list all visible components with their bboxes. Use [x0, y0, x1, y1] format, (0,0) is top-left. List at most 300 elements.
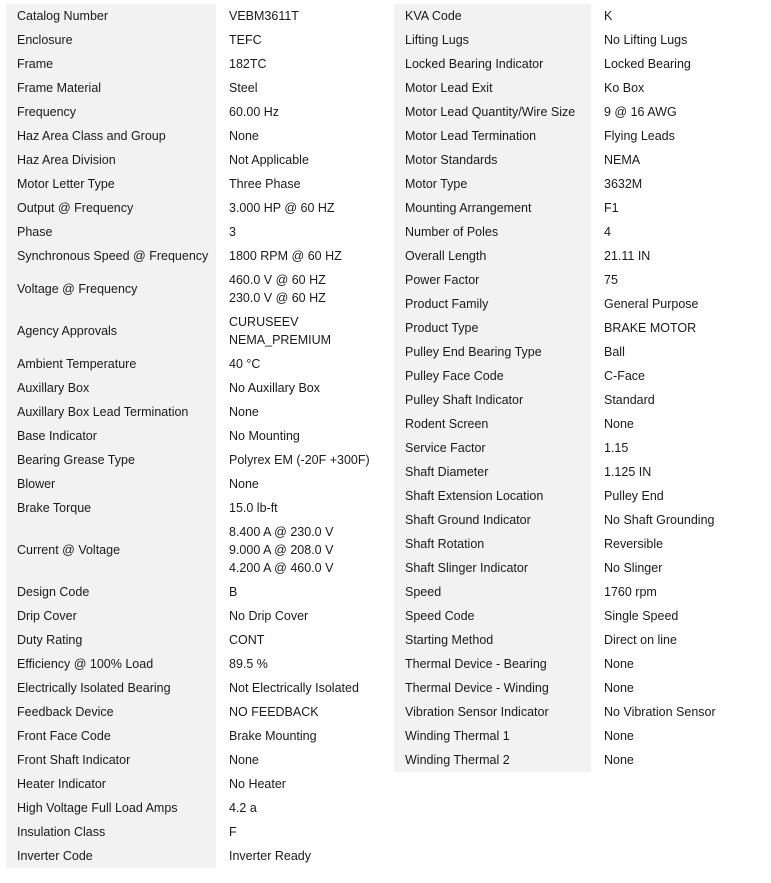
spec-value: NEMA_PREMIUM — [229, 333, 332, 348]
spec-label-cell — [6, 604, 218, 628]
spec-value: Direct on line — [604, 633, 677, 648]
spec-value-cell — [218, 424, 382, 448]
spec-value-cell — [593, 100, 766, 124]
spec-row-electrically-isolated-bearing — [6, 676, 382, 700]
spec-label-cell — [394, 652, 593, 676]
right-spec-column — [394, 4, 766, 772]
spec-label-cell — [394, 388, 593, 412]
spec-value: 8.400 A @ 230.0 V — [229, 525, 334, 540]
spec-row-pulley-shaft-indicator — [394, 388, 766, 412]
spec-label-cell — [394, 124, 593, 148]
spec-label-cell — [394, 76, 593, 100]
spec-row-synchronous-speed-frequency — [6, 244, 382, 268]
spec-label-cell — [394, 436, 593, 460]
spec-label: Frequency — [17, 105, 77, 119]
spec-label-cell — [6, 844, 218, 868]
spec-label: Enclosure — [17, 33, 73, 47]
spec-row-shaft-slinger-indicator — [394, 556, 766, 580]
spec-label-cell — [6, 700, 218, 724]
spec-label-cell — [6, 520, 218, 580]
spec-value-cell — [593, 124, 766, 148]
spec-label-cell — [6, 4, 218, 28]
spec-label-cell — [6, 376, 218, 400]
spec-value: No Mounting — [229, 429, 300, 444]
spec-value: C-Face — [604, 369, 645, 384]
spec-label-cell — [394, 220, 593, 244]
spec-row-duty-rating — [6, 628, 382, 652]
spec-value: None — [604, 417, 634, 432]
spec-value-cell — [593, 28, 766, 52]
spec-value: No Auxillary Box — [229, 381, 321, 396]
spec-value: NEMA — [604, 153, 641, 168]
spec-value-cell — [218, 310, 382, 352]
spec-value: 40 °C — [229, 357, 261, 372]
spec-value-cell — [593, 52, 766, 76]
spec-label: Shaft Extension Location — [405, 489, 544, 503]
spec-label: Ambient Temperature — [17, 357, 137, 371]
spec-label-cell — [394, 172, 593, 196]
spec-row-bearing-grease-type — [6, 448, 382, 472]
spec-label-cell — [394, 628, 593, 652]
spec-row-voltage-frequency — [6, 268, 382, 310]
spec-label: Current @ Voltage — [17, 543, 121, 557]
spec-value-cell — [593, 388, 766, 412]
spec-value: 15.0 lb-ft — [229, 501, 278, 516]
spec-value-cell — [218, 4, 382, 28]
spec-label-cell — [394, 244, 593, 268]
spec-value: 4.2 a — [229, 801, 257, 816]
spec-value: Flying Leads — [604, 129, 675, 144]
spec-value-cell — [218, 772, 382, 796]
spec-label-cell — [6, 676, 218, 700]
spec-label-cell — [6, 172, 218, 196]
spec-value-cell — [593, 652, 766, 676]
spec-label: Drip Cover — [17, 609, 77, 623]
spec-value-cell — [593, 244, 766, 268]
spec-label-cell — [6, 124, 218, 148]
spec-row-ambient-temperature — [6, 352, 382, 376]
spec-value-cell — [593, 580, 766, 604]
spec-value: 89.5 % — [229, 657, 268, 672]
spec-value-cell — [593, 556, 766, 580]
spec-value: CURUSEEV — [229, 315, 299, 330]
spec-label: Agency Approvals — [17, 324, 118, 338]
spec-label-cell — [394, 676, 593, 700]
spec-label: Product Type — [405, 321, 479, 335]
spec-label: Haz Area Class and Group — [17, 129, 166, 143]
spec-value-cell — [218, 676, 382, 700]
spec-row-thermal-device-winding — [394, 676, 766, 700]
spec-row-service-factor — [394, 436, 766, 460]
spec-value-cell — [218, 352, 382, 376]
spec-label: Motor Lead Termination — [405, 129, 537, 143]
spec-value-cell — [218, 124, 382, 148]
spec-value: Locked Bearing — [604, 57, 691, 72]
spec-value-cell — [593, 196, 766, 220]
spec-row-pulley-face-code — [394, 364, 766, 388]
spec-label: Power Factor — [405, 273, 480, 287]
spec-label: Lifting Lugs — [405, 33, 469, 47]
spec-value-cell — [593, 220, 766, 244]
spec-label-cell — [394, 4, 593, 28]
spec-row-catalog-number — [6, 4, 382, 28]
spec-value: NO FEEDBACK — [229, 705, 319, 720]
spec-label-cell — [394, 724, 593, 748]
spec-value-cell — [593, 700, 766, 724]
spec-value: Standard — [604, 393, 655, 408]
spec-value: CONT — [229, 633, 265, 648]
spec-value-cell — [593, 148, 766, 172]
spec-row-haz-area-class-and-group — [6, 124, 382, 148]
spec-label-cell — [394, 580, 593, 604]
spec-value: None — [604, 753, 634, 768]
spec-row-product-type — [394, 316, 766, 340]
spec-row-motor-lead-quantity-wire-size — [394, 100, 766, 124]
spec-row-output-frequency — [6, 196, 382, 220]
spec-row-auxillary-box-lead-termination — [6, 400, 382, 424]
spec-value-cell — [593, 676, 766, 700]
spec-row-power-factor — [394, 268, 766, 292]
spec-value: Three Phase — [229, 177, 301, 192]
spec-value: 230.0 V @ 60 HZ — [229, 291, 326, 306]
spec-row-locked-bearing-indicator — [394, 52, 766, 76]
spec-value-cell — [593, 460, 766, 484]
spec-label: High Voltage Full Load Amps — [17, 801, 178, 815]
spec-value: 182TC — [229, 57, 267, 72]
spec-value-cell — [218, 52, 382, 76]
spec-value-cell — [218, 604, 382, 628]
spec-label: Vibration Sensor Indicator — [405, 705, 549, 719]
spec-label: Feedback Device — [17, 705, 114, 719]
spec-label-cell — [6, 28, 218, 52]
spec-label: Blower — [17, 477, 56, 491]
spec-value-cell — [218, 796, 382, 820]
spec-value-cell — [218, 244, 382, 268]
spec-value-cell — [593, 724, 766, 748]
spec-value: 3.000 HP @ 60 HZ — [229, 201, 335, 216]
spec-label-cell — [394, 412, 593, 436]
spec-label: Motor Standards — [405, 153, 498, 167]
spec-value: Not Electrically Isolated — [229, 681, 359, 696]
spec-value-cell — [593, 292, 766, 316]
spec-value-cell — [218, 196, 382, 220]
spec-value: Single Speed — [604, 609, 679, 624]
spec-label-cell — [6, 196, 218, 220]
spec-label: Duty Rating — [17, 633, 83, 647]
spec-label-cell — [6, 580, 218, 604]
spec-row-frame-material — [6, 76, 382, 100]
spec-value: 1.125 IN — [604, 465, 652, 480]
spec-row-rodent-screen — [394, 412, 766, 436]
spec-value: Ball — [604, 345, 625, 360]
spec-value-cell — [218, 472, 382, 496]
spec-row-motor-lead-termination — [394, 124, 766, 148]
spec-label: Pulley Face Code — [405, 369, 504, 383]
spec-value-cell — [593, 532, 766, 556]
spec-value: 4 — [604, 225, 611, 240]
spec-label: Insulation Class — [17, 825, 106, 839]
spec-label: Auxillary Box — [17, 381, 90, 395]
spec-row-feedback-device — [6, 700, 382, 724]
spec-row-thermal-device-bearing — [394, 652, 766, 676]
spec-value-cell — [593, 628, 766, 652]
spec-value-cell — [593, 76, 766, 100]
spec-row-speed-code — [394, 604, 766, 628]
spec-row-mounting-arrangement — [394, 196, 766, 220]
spec-value: 4.200 A @ 460.0 V — [229, 561, 334, 576]
spec-value-cell — [218, 28, 382, 52]
spec-row-auxillary-box — [6, 376, 382, 400]
spec-label: Frame Material — [17, 81, 102, 95]
spec-row-inverter-code — [6, 844, 382, 868]
spec-label-cell — [6, 748, 218, 772]
spec-row-shaft-extension-location — [394, 484, 766, 508]
spec-row-motor-standards — [394, 148, 766, 172]
spec-label-cell — [394, 148, 593, 172]
spec-label-cell — [394, 556, 593, 580]
spec-value-cell — [218, 700, 382, 724]
spec-value: 9.000 A @ 208.0 V — [229, 543, 334, 558]
spec-value-cell — [593, 340, 766, 364]
spec-label-cell — [394, 508, 593, 532]
spec-value: Inverter Ready — [229, 849, 311, 864]
spec-label-cell — [6, 148, 218, 172]
spec-row-brake-torque — [6, 496, 382, 520]
spec-label-cell — [394, 292, 593, 316]
spec-label: Product Family — [405, 297, 489, 311]
spec-label-cell — [394, 604, 593, 628]
spec-label: Heater Indicator — [17, 777, 106, 791]
spec-label-cell — [6, 76, 218, 100]
spec-row-haz-area-division — [6, 148, 382, 172]
spec-label: Speed Code — [405, 609, 475, 623]
spec-value-cell — [218, 376, 382, 400]
spec-value: 460.0 V @ 60 HZ — [229, 273, 326, 288]
spec-row-efficiency-100-load — [6, 652, 382, 676]
spec-label: Thermal Device - Bearing — [405, 657, 547, 671]
spec-label: Base Indicator — [17, 429, 97, 443]
spec-label-cell — [394, 316, 593, 340]
spec-label: Front Shaft Indicator — [17, 753, 131, 767]
spec-label: Shaft Slinger Indicator — [405, 561, 528, 575]
spec-label-cell — [6, 352, 218, 376]
spec-row-insulation-class — [6, 820, 382, 844]
spec-value-cell — [218, 76, 382, 100]
spec-label: Design Code — [17, 585, 90, 599]
spec-label: Shaft Diameter — [405, 465, 489, 479]
spec-label-cell — [394, 484, 593, 508]
spec-label: Motor Letter Type — [17, 177, 115, 191]
spec-label-cell — [6, 724, 218, 748]
spec-value: 3632M — [604, 177, 643, 192]
spec-value-cell — [218, 220, 382, 244]
spec-label: Overall Length — [405, 249, 487, 263]
spec-row-frequency — [6, 100, 382, 124]
spec-value-cell — [218, 820, 382, 844]
spec-row-winding-thermal-2 — [394, 748, 766, 772]
spec-row-starting-method — [394, 628, 766, 652]
spec-value-cell — [593, 412, 766, 436]
spec-label: Motor Type — [405, 177, 468, 191]
spec-value-cell — [218, 628, 382, 652]
spec-value-cell — [593, 172, 766, 196]
spec-row-front-shaft-indicator — [6, 748, 382, 772]
spec-value-cell — [593, 748, 766, 772]
spec-row-speed — [394, 580, 766, 604]
spec-row-shaft-rotation — [394, 532, 766, 556]
spec-label: Winding Thermal 2 — [405, 753, 510, 767]
spec-value-cell — [593, 436, 766, 460]
spec-row-heater-indicator — [6, 772, 382, 796]
spec-value: Steel — [229, 81, 258, 96]
spec-label-cell — [6, 472, 218, 496]
spec-row-vibration-sensor-indicator — [394, 700, 766, 724]
spec-row-shaft-diameter — [394, 460, 766, 484]
spec-label: Locked Bearing Indicator — [405, 57, 544, 71]
spec-value: None — [229, 753, 259, 768]
spec-row-number-of-poles — [394, 220, 766, 244]
spec-value-cell — [218, 496, 382, 520]
spec-label-cell — [394, 196, 593, 220]
spec-row-enclosure — [6, 28, 382, 52]
spec-row-phase — [6, 220, 382, 244]
spec-value-cell — [218, 400, 382, 424]
spec-value: 1760 rpm — [604, 585, 657, 600]
spec-value-cell — [593, 268, 766, 292]
spec-value: Reversible — [604, 537, 664, 552]
spec-row-shaft-ground-indicator — [394, 508, 766, 532]
spec-value-cell — [593, 364, 766, 388]
spec-value: General Purpose — [604, 297, 699, 312]
spec-row-lifting-lugs — [394, 28, 766, 52]
spec-value: 60.00 Hz — [229, 105, 280, 120]
spec-value-cell — [218, 652, 382, 676]
spec-value: None — [229, 477, 259, 492]
spec-row-motor-type — [394, 172, 766, 196]
spec-row-frame — [6, 52, 382, 76]
spec-value: 9 @ 16 AWG — [604, 105, 677, 120]
spec-value: No Lifting Lugs — [604, 33, 688, 48]
spec-label-cell — [6, 820, 218, 844]
left-spec-column — [6, 4, 382, 868]
spec-value: No Slinger — [604, 561, 663, 576]
spec-label: Thermal Device - Winding — [405, 681, 549, 695]
spec-row-high-voltage-full-load-amps — [6, 796, 382, 820]
spec-label-cell — [6, 400, 218, 424]
spec-label: Haz Area Division — [17, 153, 116, 167]
spec-value: 75 — [604, 273, 618, 288]
spec-row-overall-length — [394, 244, 766, 268]
spec-label: Shaft Rotation — [405, 537, 485, 551]
spec-value: K — [604, 9, 613, 24]
spec-label: Phase — [17, 225, 53, 239]
spec-value: 1800 RPM @ 60 HZ — [229, 249, 342, 264]
spec-label-cell — [6, 268, 218, 310]
spec-value-cell — [218, 148, 382, 172]
spec-label: Inverter Code — [17, 849, 93, 863]
spec-value: No Vibration Sensor — [604, 705, 716, 720]
spec-label-cell — [394, 460, 593, 484]
spec-label: Winding Thermal 1 — [405, 729, 510, 743]
spec-label: Bearing Grease Type — [17, 453, 135, 467]
spec-label-cell — [394, 28, 593, 52]
spec-value-cell — [218, 724, 382, 748]
spec-label: Synchronous Speed @ Frequency — [17, 249, 209, 263]
spec-label-cell — [6, 496, 218, 520]
spec-label-cell — [394, 364, 593, 388]
spec-value-cell — [218, 748, 382, 772]
spec-value: None — [229, 405, 259, 420]
spec-label-cell — [6, 310, 218, 352]
spec-value: 3 — [229, 225, 236, 240]
spec-value: None — [604, 681, 634, 696]
spec-label: Pulley Shaft Indicator — [405, 393, 524, 407]
spec-value-cell — [593, 4, 766, 28]
spec-value-cell — [593, 316, 766, 340]
spec-value: F — [229, 825, 237, 840]
spec-label-cell — [6, 424, 218, 448]
spec-label-cell — [6, 220, 218, 244]
spec-label-cell — [394, 52, 593, 76]
spec-value: No Drip Cover — [229, 609, 309, 624]
spec-label: Efficiency @ 100% Load — [17, 657, 154, 671]
spec-row-kva-code — [394, 4, 766, 28]
spec-value-cell — [218, 100, 382, 124]
spec-value: TEFC — [229, 33, 262, 48]
spec-label: Starting Method — [405, 633, 494, 647]
spec-row-drip-cover — [6, 604, 382, 628]
spec-label: Motor Lead Exit — [405, 81, 493, 95]
spec-row-base-indicator — [6, 424, 382, 448]
spec-row-pulley-end-bearing-type — [394, 340, 766, 364]
spec-value-cell — [218, 520, 382, 580]
spec-value: None — [229, 129, 259, 144]
spec-row-winding-thermal-1 — [394, 724, 766, 748]
spec-value-cell — [218, 268, 382, 310]
spec-row-agency-approvals — [6, 310, 382, 352]
spec-value-cell — [593, 604, 766, 628]
spec-label-cell — [394, 532, 593, 556]
spec-label-cell — [6, 244, 218, 268]
spec-label: Rodent Screen — [405, 417, 489, 431]
spec-label-cell — [394, 340, 593, 364]
spec-value: Ko Box — [604, 81, 645, 96]
spec-value: VEBM3611T — [229, 9, 299, 24]
spec-label: Auxillary Box Lead Termination — [17, 405, 189, 419]
spec-value-cell — [593, 508, 766, 532]
spec-value-cell — [218, 448, 382, 472]
spec-label: Electrically Isolated Bearing — [17, 681, 171, 695]
spec-label: Front Face Code — [17, 729, 111, 743]
spec-row-current-voltage — [6, 520, 382, 580]
spec-label-cell — [6, 100, 218, 124]
spec-value: 1.15 — [604, 441, 629, 456]
spec-label-cell — [6, 652, 218, 676]
spec-value: No Heater — [229, 777, 286, 792]
spec-value: B — [229, 585, 238, 600]
spec-value-cell — [218, 580, 382, 604]
spec-row-front-face-code — [6, 724, 382, 748]
spec-label: Brake Torque — [17, 501, 92, 515]
spec-value-cell — [593, 484, 766, 508]
spec-label: Voltage @ Frequency — [17, 282, 138, 296]
spec-label: KVA Code — [405, 9, 462, 23]
spec-label: Frame — [17, 57, 54, 71]
spec-label: Service Factor — [405, 441, 486, 455]
spec-value: None — [604, 729, 634, 744]
spec-label: Shaft Ground Indicator — [405, 513, 531, 527]
spec-label-cell — [6, 772, 218, 796]
